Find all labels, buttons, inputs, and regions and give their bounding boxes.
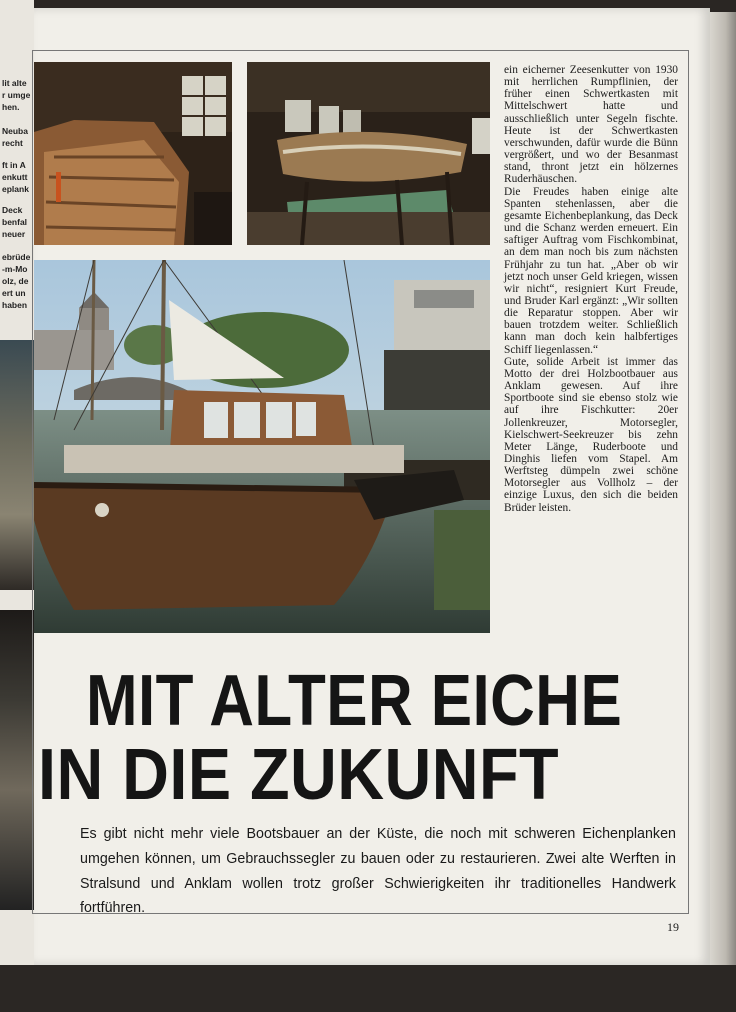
facing-page-photo	[0, 340, 34, 590]
headline-line-1: MIT ALTER EICHE	[86, 661, 623, 741]
body-paragraph: Gute, solide Arbeit ist immer das Motto der drei Holzbootbauer aus Anklam gewesen. Auf ihre Sportboote sind sie ebenso stolz wie auf ihre Fischkutter: 20er Jollenkreuzer, Motorsegler, Kielschwert-Seekreuzer bis zehn Meter Länge, Ruderboote und Dinghis liefen vom Stapel. Am Werftsteg dümpeln zwei schöne Motorsegler aus Vollholz – der einzige Luxus, den sich die beiden Brüder leisten.	[504, 355, 678, 514]
photo-motorsailer-at-pier	[34, 260, 490, 633]
scan-background	[0, 965, 736, 1012]
facing-page-text-fragment: ft in A	[2, 160, 26, 170]
photo-boat-under-repair	[247, 62, 490, 245]
body-paragraph: ein eicherner Zeesenkutter von 1930 mit herrlichen Rumpflinien, der früher einen Schwertkasten mit Mittelschwert hatte und ausschließlich unter Segeln fischte. Heute ist der Schwertkasten verschwunden, dafür wurde die Bünn vergrößert, und wo der Besanmast stand, thront jetzt ein hölzernes Ruderhäuschen.	[504, 64, 678, 186]
headline-line-2: IN DIE ZUKUNFT	[38, 735, 560, 815]
facing-page-text-fragment: Neuba	[2, 126, 28, 136]
facing-page-text-fragment: enkutt	[2, 172, 28, 182]
facing-page-text-fragment: r umge	[2, 90, 31, 100]
facing-page-text-fragment: ert un	[2, 288, 26, 298]
facing-page-text-fragment: Deck	[2, 205, 23, 215]
facing-page-photo-2	[0, 610, 34, 910]
article-body-column	[504, 64, 678, 514]
facing-page-text-fragment: -m-Mo	[2, 264, 28, 274]
photo-workshop-hull	[34, 62, 232, 245]
page-number: 19	[667, 920, 679, 934]
facing-page-text-fragment: benfal	[2, 217, 28, 227]
facing-page-text-fragment: haben	[2, 300, 28, 310]
facing-page-text-fragment: eplank	[2, 184, 29, 194]
lead-paragraph: Es gibt nicht mehr viele Bootsbauer an der Küste, die noch mit schweren Eichenplanken umgehen können, um Gebrauchssegler zu bauen oder zu restaurieren. Zwei alte Werften in Stralsund und Anklam wollen trotz großer Schwierigkeiten ihr traditionelles Handwerk fortführen.	[80, 825, 676, 917]
facing-page-text-fragment: neuer	[2, 229, 26, 239]
facing-page-text-fragment: hen.	[2, 102, 20, 112]
facing-page-text-fragment: lit alte	[2, 78, 27, 88]
body-paragraph: Die Freudes haben einige alte Spanten stehenlassen, aber die gesamte Eichenbeplankung, das Deck und die Schanz werden erneuert. Ein saftiger Auftrag vom Fischkombinat, an dem man noch bis zum nächsten Frühjahr zu tun hat. „Aber ob wir jetzt noch unser Geld kriegen, wissen wir nicht“, resigniert Kurt Freude, und Bruder Karl ergänzt: „Wir sollten die Reparatur stoppen. Aber wir bauen trotzdem weiter. Schließlich kann man doch kein halbfertiges Schiff liegenlassen.“	[504, 185, 678, 356]
facing-page-text-fragment: olz, de	[2, 276, 29, 286]
facing-page-text-fragment: recht	[2, 138, 23, 148]
facing-page-text-fragment: ebrüde	[2, 252, 31, 262]
facing-page-edge	[0, 0, 34, 965]
page-stack-edge	[710, 12, 736, 967]
